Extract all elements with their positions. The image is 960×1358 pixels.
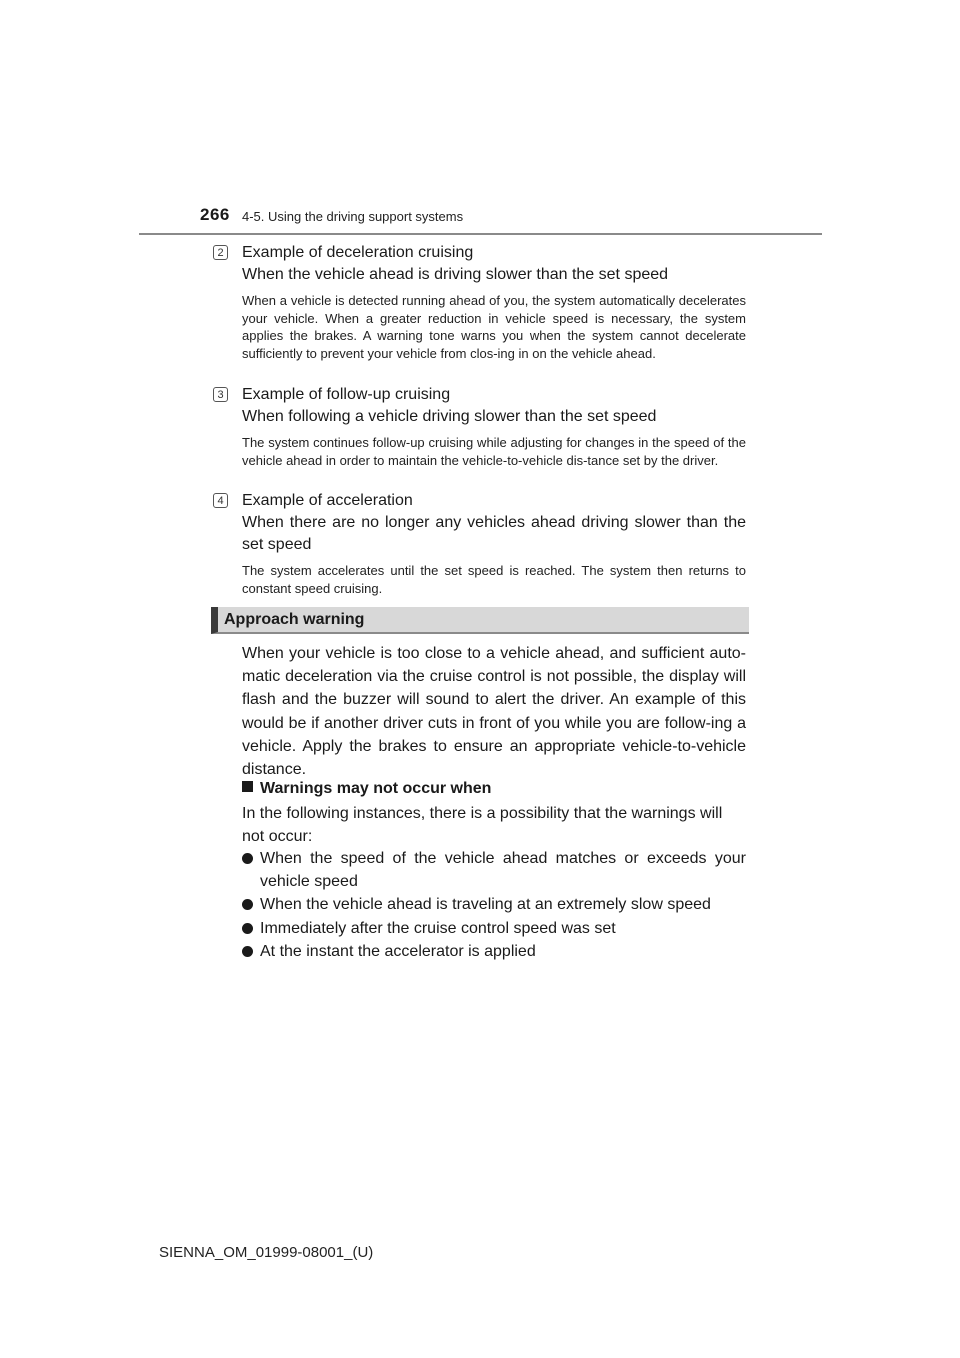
- item-number-badge: 3: [213, 387, 228, 402]
- approach-warning-paragraph: When your vehicle is too close to a vehicle ahead, and sufficient auto-matic deceleration via the cruise control is not possible, the display will flash and the buzzer will sound to alert the driver. An example of this would be if another driver cuts in front of you while you are follow-ing a vehicle. Apply the brakes to ensure an appropriate vehicle-to-vehicle distance.: [242, 645, 746, 779]
- list-item-text: When the speed of the vehicle ahead matches or exceeds your vehicle speed: [260, 850, 746, 891]
- circle-bullet-icon: [242, 946, 253, 957]
- item-title: Example of deceleration cruising: [242, 244, 474, 261]
- circle-bullet-icon: [242, 923, 253, 934]
- item-number-badge: 2: [213, 245, 228, 260]
- circle-bullet-icon: [242, 853, 253, 864]
- item-body: When a vehicle is detected running ahead of you, the system automatically decelerates your vehicle. When a greater reduction in vehicle speed is necessary, the system applies the brakes. A warning tone warns you when the system cannot decelerate sufficiently to prevent your vehicle from clos-ing in on the vehicle ahead.: [242, 293, 746, 361]
- list-item-text: Immediately after the cruise control speed was set: [260, 919, 616, 937]
- list-item: [242, 893, 746, 916]
- list-item-text: At the instant the accelerator is applied: [260, 942, 536, 960]
- approach-warning-title: Approach warning: [224, 611, 365, 628]
- page-number: 266: [200, 205, 230, 224]
- list-item: [242, 847, 746, 893]
- item-number-badge: 4: [213, 493, 228, 508]
- item-subtitle: When following a vehicle driving slower than the set speed: [242, 408, 657, 425]
- warnings-subheading: [242, 778, 491, 800]
- item-subtitle: When there are no longer any vehicles ahead driving slower than the set speed: [242, 514, 746, 553]
- list-item-text: When the vehicle ahead is traveling at an extremely slow speed: [260, 896, 711, 914]
- list-item: [242, 940, 746, 963]
- square-bullet-icon: [242, 781, 253, 792]
- item-title: Example of follow-up cruising: [242, 386, 451, 403]
- item-subtitle: When the vehicle ahead is driving slower than the set speed: [242, 266, 669, 283]
- warnings-list: [242, 847, 746, 963]
- item-acceleration: [217, 490, 746, 597]
- header-rule: [139, 233, 822, 235]
- item-deceleration: [217, 242, 746, 362]
- list-item: [242, 917, 746, 940]
- approach-warning-header: [211, 607, 749, 634]
- warnings-intro: In the following instances, there is a possibility that the warnings will not occur:: [242, 805, 723, 846]
- item-body: The system accelerates until the set speed is reached. The system then returns to constant speed cruising.: [242, 563, 746, 596]
- circle-bullet-icon: [242, 899, 253, 910]
- section-title: 4-5. Using the driving support systems: [242, 209, 464, 224]
- item-follow-up: [217, 384, 746, 469]
- warnings-subheading-text: Warnings may not occur when: [260, 780, 492, 797]
- item-body: The system continues follow-up cruising while adjusting for changes in the speed of the vehicle ahead in order to maintain the vehicle-to-vehicle dis-tance set by the driver.: [242, 435, 746, 468]
- item-title: Example of acceleration: [242, 492, 413, 509]
- footer-document-code: SIENNA_OM_01999-08001_(U): [159, 1244, 374, 1261]
